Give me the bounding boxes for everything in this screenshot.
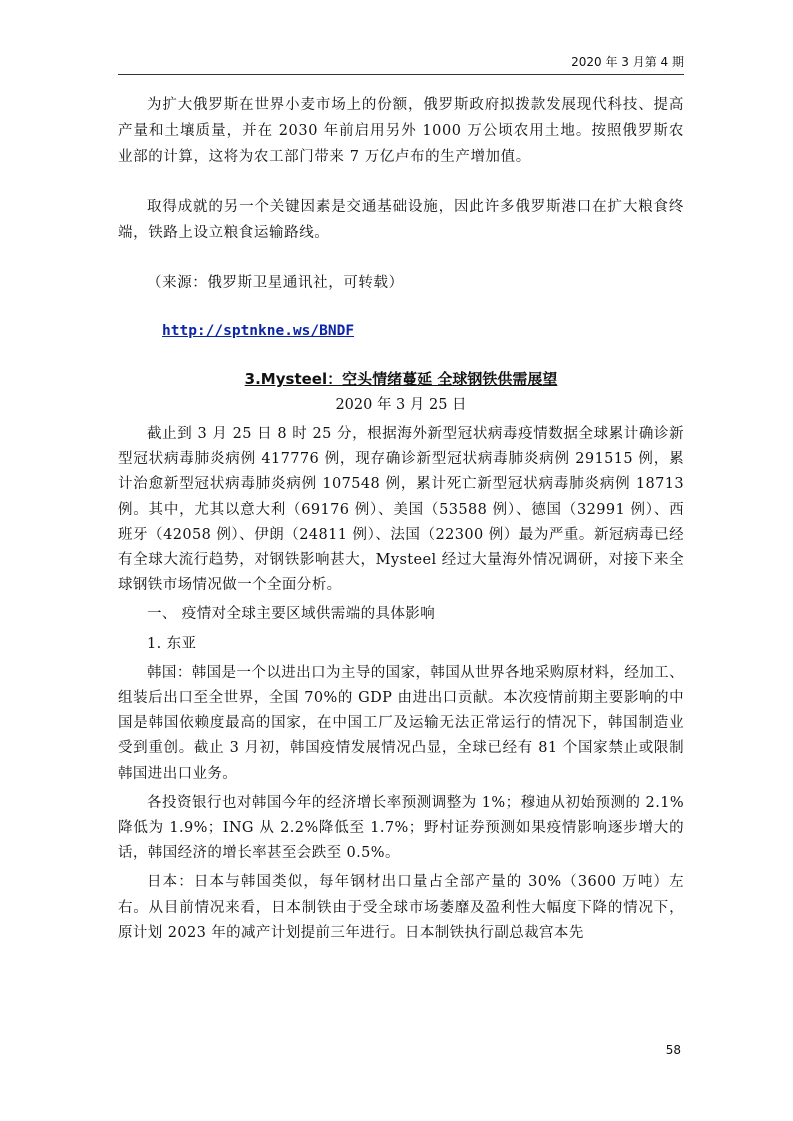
source-note: （来源：俄罗斯卫星通讯社，可转载）	[147, 275, 404, 291]
page-number: 58	[665, 1043, 681, 1057]
article-paragraph-1: 截止到 3 月 25 日 8 时 25 分，根据海外新型冠状病毒疫情数据全球累计确诊新型冠状病毒肺炎病例 417776 例，现存确诊新型冠状病毒肺炎病例 291515 例，累计治愈新型冠状病毒肺炎病例 107548 例，累计死亡新型冠状病毒肺炎病例 18713 例。其中，尤其以意大利（69176 例）、美国（53588 例）、德国（32991 例）、西班牙（42058 例）、伊朗（24811 例）、法国（22300 例）最为严重。新冠病毒已经有全球大流行趋势，对钢铁影响甚大，Mysteel 经过大量海外情况调研，对接下来全球钢铁市场情况做一个全面分析。	[118, 426, 684, 594]
page-content	[118, 92, 684, 950]
article-paragraph-korea: 韩国：韩国是一个以进出口为主导的国家，韩国从世界各地采购原材料，经加工、组装后出口至全世界，全国 70%的 GDP 由进出口贡献。本次疫情前期主要影响的中国是韩国依赖度最高的国家，在中国工厂及运输无法正常运行的情况下，韩国制造业受到重创。截止 3 月初，韩国疫情发展情况凸显，全球已经有 81 个国家禁止或限制韩国进出口业务。	[118, 664, 684, 782]
article-title: 3.Mysteel：空头情绪蔓延 全球钢铁供需展望	[244, 370, 558, 388]
section-heading: 一、 疫情对全球主要区域供需端的具体影响	[147, 606, 436, 623]
prev-paragraph-1: 为扩大俄罗斯在世界小麦市场上的份额，俄罗斯政府拟拨款发展现代科技、提高产量和土壤质量，并在 2030 年前启用另外 1000 万公顷农用土地。按照俄罗斯农业部的计算，这将为农工部门带来 7 万亿卢布的生产增加值。	[118, 97, 684, 165]
prev-paragraph-2: 取得成就的另一个关键因素是交通基础设施，因此许多俄罗斯港口在扩大粮食终端，铁路上设立粮食运输路线。	[118, 199, 684, 241]
issue-label: 2020 年 3 月第 4 期	[571, 55, 684, 69]
source-link[interactable]: http://sptnkne.ws/BNDF	[162, 323, 355, 339]
subsection-heading: 1. 东亚	[147, 635, 197, 652]
article-paragraph-forecast: 各投资银行也对韩国今年的经济增长率预测调整为 1%；穆迪从初始预测的 2.1%降低为 1.9%；ING 从 2.2%降低至 1.7%；野村证券预测如果疫情影响逐步增大的话，韩国经济的增长率甚至会跌至 0.5%。	[118, 794, 684, 862]
article-paragraph-japan: 日本：日本与韩国类似，每年钢材出口量占全部产量的 30%（3600 万吨）左右。从目前情况来看，日本制铁由于受全球市场萎靡及盈利性大幅度下降的情况下，原计划 2023 年的减产计划提前三年进行。日本制铁执行副总裁宫本先	[118, 874, 684, 941]
article-date: 2020 年 3 月 25 日	[335, 397, 467, 413]
page-header	[118, 44, 684, 75]
